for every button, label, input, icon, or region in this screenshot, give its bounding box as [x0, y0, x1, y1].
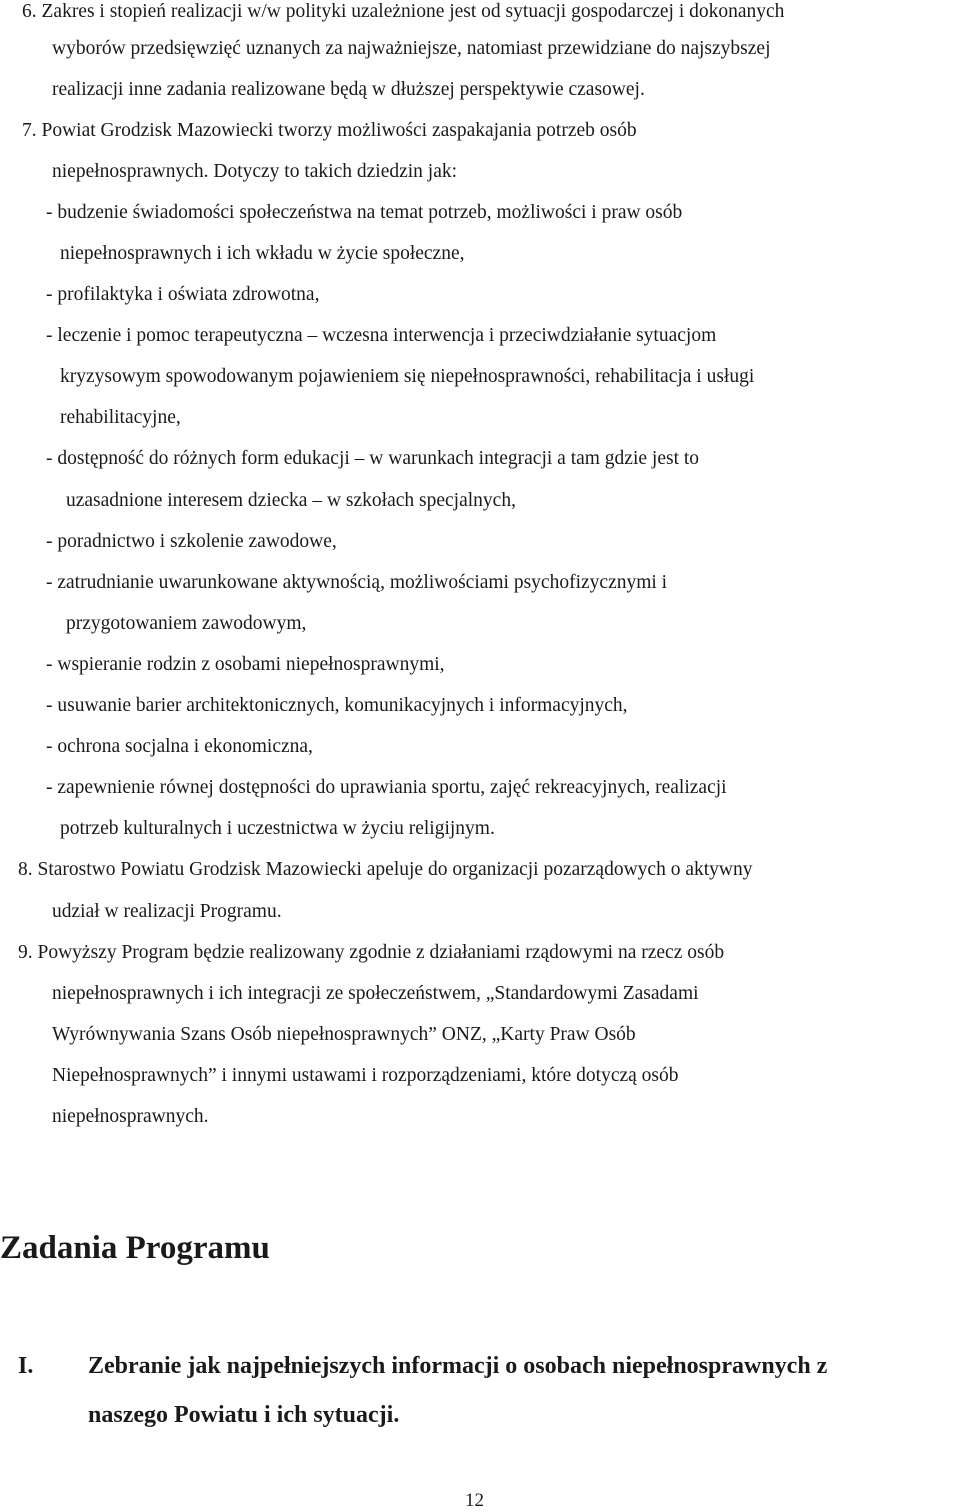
text-line: - usuwanie barier architektonicznych, komunikacyjnych i informacyjnych, [46, 695, 628, 716]
text-line: - zapewnienie równej dostępności do uprawiania sportu, zajęć rekreacyjnych, realizacji [46, 777, 727, 798]
text-line: 6. Zakres i stopień realizacji w/w polityki uzależnione jest od sytuacji gospodarczej i dokonanych [22, 1, 785, 22]
text-line: niepełnosprawnych. Dotyczy to takich dziedzin jak: [52, 161, 458, 182]
text-line: przygotowaniem zawodowym, [66, 613, 307, 634]
text-line: wyborów przedsięwzięć uznanych za najważniejsze, natomiast przewidziane do najszybszej [52, 38, 771, 59]
text-line: niepełnosprawnych. [52, 1106, 209, 1127]
text-line: realizacji inne zadania realizowane będą w dłuższej perspektywie czasowej. [52, 79, 645, 100]
text-line: - ochrona socjalna i ekonomiczna, [46, 736, 313, 757]
text-line: niepełnosprawnych i ich wkładu w życie społeczne, [60, 243, 465, 264]
text-line: Niepełnosprawnych” i innymi ustawami i rozporządzeniami, które dotyczą osób [52, 1065, 679, 1086]
page-number: 12 [465, 1490, 484, 1511]
text-line: - dostępność do różnych form edukacji – w warunkach integracji a tam gdzie jest to [46, 448, 700, 469]
section-title-line: Zebranie jak najpełniejszych informacji o osobach niepełnosprawnych z [88, 1353, 828, 1379]
text-line: - poradnictwo i szkolenie zawodowe, [46, 531, 337, 552]
section-heading: Zadania Programu [0, 1230, 270, 1266]
text-line: - profilaktyka i oświata zdrowotna, [46, 284, 320, 305]
text-line: - zatrudnianie uwarunkowane aktywnością, możliwościami psychofizycznymi i [46, 572, 668, 593]
section-title-line: naszego Powiatu i ich sytuacji. [88, 1402, 400, 1428]
text-line: niepełnosprawnych i ich integracji ze społeczeństwem, „Standardowymi Zasadami [52, 983, 699, 1004]
text-line: uzasadnione interesem dziecka – w szkołach specjalnych, [66, 490, 516, 511]
text-line: Wyrównywania Szans Osób niepełnosprawnych” ONZ, „Karty Praw Osób [52, 1024, 636, 1045]
text-line: udział w realizacji Programu. [52, 901, 282, 922]
text-line: - leczenie i pomoc terapeutyczna – wczesna interwencja i przeciwdziałanie sytuacjom [46, 325, 717, 346]
text-line: - budzenie świadomości społeczeństwa na temat potrzeb, możliwości i praw osób [46, 202, 683, 223]
section-number: I. [18, 1353, 34, 1379]
text-line: 9. Powyższy Program będzie realizowany zgodnie z działaniami rządowymi na rzecz osób [18, 942, 725, 963]
text-line: kryzysowym spowodowanym pojawieniem się niepełnosprawności, rehabilitacja i usługi [60, 366, 755, 387]
text-line: 8. Starostwo Powiatu Grodzisk Mazowiecki apeluje do organizacji pozarządowych o aktywny [18, 859, 753, 880]
text-line: potrzeb kulturalnych i uczestnictwa w życiu religijnym. [60, 818, 495, 839]
text-line: 7. Powiat Grodzisk Mazowiecki tworzy możliwości zaspakajania potrzeb osób [22, 120, 637, 141]
text-line: rehabilitacyjne, [60, 407, 181, 428]
text-line: - wspieranie rodzin z osobami niepełnosprawnymi, [46, 654, 445, 675]
